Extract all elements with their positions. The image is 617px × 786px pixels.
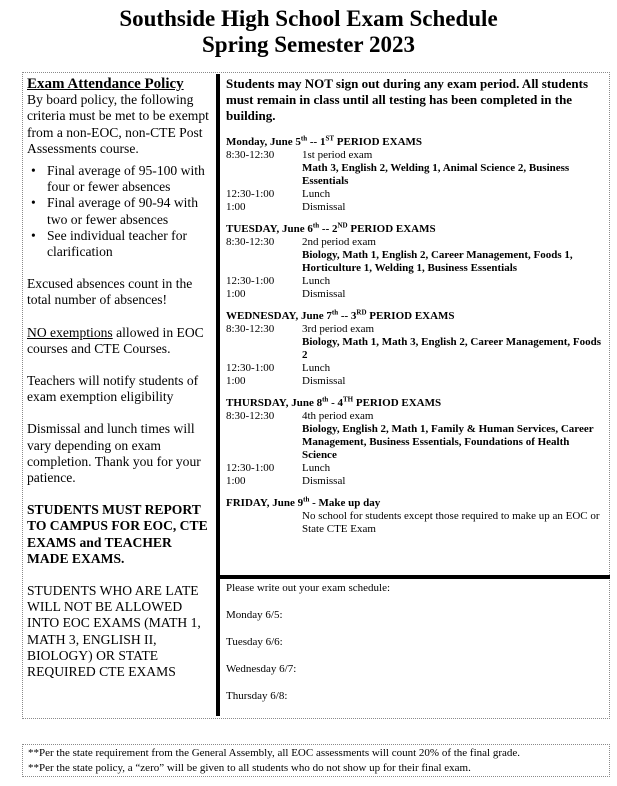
exam-courses: Biology, English 2, Math 1, Family & Human Services, Career Management, Business Essentials, Foundations of Health Science	[302, 423, 594, 461]
exam-courses: Biology, Math 1, Math 3, English 2, Career Management, Foods 2	[302, 336, 602, 361]
exam-courses: Biology, Math 1, English 2, Career Management, Foods 1, Horticulture 1, Welding 1, Business Essentials	[302, 249, 573, 274]
day-heading: Monday, June 5th -- 1ST PERIOD EXAMS	[226, 134, 423, 148]
criteria-item: • Final average of 90-94 with two or fewer absences	[27, 195, 213, 227]
dismissal-note: Dismissal and lunch times will vary depending on exam completion. Thank you for your patience.	[27, 421, 201, 486]
dismiss-time: 1:00	[226, 375, 246, 387]
must-report-note: STUDENTS MUST REPORT TO CAMPUS FOR EOC, CTE EXAMS and TEACHER MADE EXAMS.	[27, 502, 208, 566]
makeup-note: No school for students except those required to make up an EOC or State CTE Exam	[302, 510, 600, 535]
policy-heading: Exam Attendance Policy	[27, 76, 184, 92]
lunch-label: Lunch	[302, 275, 331, 287]
dismiss-label: Dismissal	[302, 475, 346, 487]
exam-courses: Math 3, English 2, Welding 1, Animal Science 2, Business Essentials	[302, 162, 570, 187]
exam-time: 8:30-12:30	[226, 149, 275, 161]
document-title	[0, 6, 617, 58]
dismiss-time: 1:00	[226, 475, 246, 487]
dismiss-label: Dismissal	[302, 201, 346, 213]
day-block-wednesday	[226, 309, 606, 388]
schedule-day-tuesday: Tuesday 6/6:	[226, 636, 283, 648]
schedule-day-thursday: Thursday 6/8:	[226, 690, 288, 702]
attendance-policy-column	[27, 76, 213, 680]
dismiss-label: Dismissal	[302, 288, 346, 300]
title-line-2: Spring Semester 2023	[202, 32, 415, 57]
exam-label: 3rd period exam	[302, 323, 375, 335]
day-block-thursday	[226, 396, 606, 488]
exam-label: 1st period exam	[302, 149, 373, 161]
teachers-notify-note: Teachers will notify students of exam exemption eligibility	[27, 373, 199, 405]
lunch-time: 12:30-1:00	[226, 275, 275, 287]
no-exemptions-underlined: NO exemptions	[27, 324, 113, 340]
exam-time: 8:30-12:30	[226, 323, 275, 335]
day-heading: FRIDAY, June 9th - Make up day	[226, 495, 381, 509]
section-divider	[220, 575, 610, 579]
criteria-item: • See individual teacher for clarification	[27, 228, 213, 260]
schedule-prompt: Please write out your exam schedule:	[226, 582, 391, 594]
exam-label: 2nd period exam	[302, 236, 376, 248]
late-students-note: STUDENTS WHO ARE LATE WILL NOT BE ALLOWED INTO EOC EXAMS (MATH 1, MATH 3, ENGLISH II, BIOLOGY) OR STATE REQUIRED CTE EXAMS	[27, 583, 201, 680]
day-block-tuesday	[226, 222, 606, 301]
column-divider	[216, 74, 220, 716]
lunch-time: 12:30-1:00	[226, 362, 275, 374]
lunch-time: 12:30-1:00	[226, 188, 275, 200]
no-exemptions-rest: allowed in EOC courses and CTE Courses.	[27, 324, 204, 356]
schedule-day-monday: Monday 6/5:	[226, 609, 283, 621]
dismiss-time: 1:00	[226, 201, 246, 213]
personal-schedule-section	[226, 582, 606, 717]
criteria-list	[27, 163, 213, 260]
exam-schedule-column	[226, 76, 606, 544]
day-heading: WEDNESDAY, June 7th -- 3RD PERIOD EXAMS	[226, 308, 455, 322]
lunch-time: 12:30-1:00	[226, 462, 275, 474]
sign-out-notice: Students may NOT sign out during any exam period. All students must remain in class until all testing has been completed in the building.	[226, 76, 589, 123]
exam-time: 8:30-12:30	[226, 410, 275, 422]
title-line-1: Southside High School Exam Schedule	[119, 6, 498, 31]
day-block-monday	[226, 135, 606, 214]
dismiss-time: 1:00	[226, 288, 246, 300]
lunch-label: Lunch	[302, 462, 331, 474]
schedule-day-wednesday: Wednesday 6/7:	[226, 663, 297, 675]
lunch-label: Lunch	[302, 362, 331, 374]
footnote-zero: **Per the state policy, a “zero” will be given to all students who do not show up for their final exam.	[28, 762, 471, 774]
footnote-eoc: **Per the state requirement from the General Assembly, all EOC assessments will count 20% of the final grade.	[28, 747, 521, 759]
no-exemptions-note	[27, 325, 213, 357]
day-heading: THURSDAY, June 8th - 4TH PERIOD EXAMS	[226, 395, 442, 409]
exam-time: 8:30-12:30	[226, 236, 275, 248]
dismiss-label: Dismissal	[302, 375, 346, 387]
criteria-item: • Final average of 95-100 with four or fewer absences	[27, 163, 213, 195]
policy-intro: By board policy, the following criteria must be met to be exempt from a non-EOC, non-CTE Post Assessments course.	[27, 92, 209, 156]
exam-label: 4th period exam	[302, 410, 374, 422]
lunch-label: Lunch	[302, 188, 331, 200]
day-block-friday	[226, 496, 606, 536]
excused-absences-note: Excused absences count in the total number of absences!	[27, 276, 193, 308]
day-heading: TUESDAY, June 6th -- 2ND PERIOD EXAMS	[226, 221, 436, 235]
